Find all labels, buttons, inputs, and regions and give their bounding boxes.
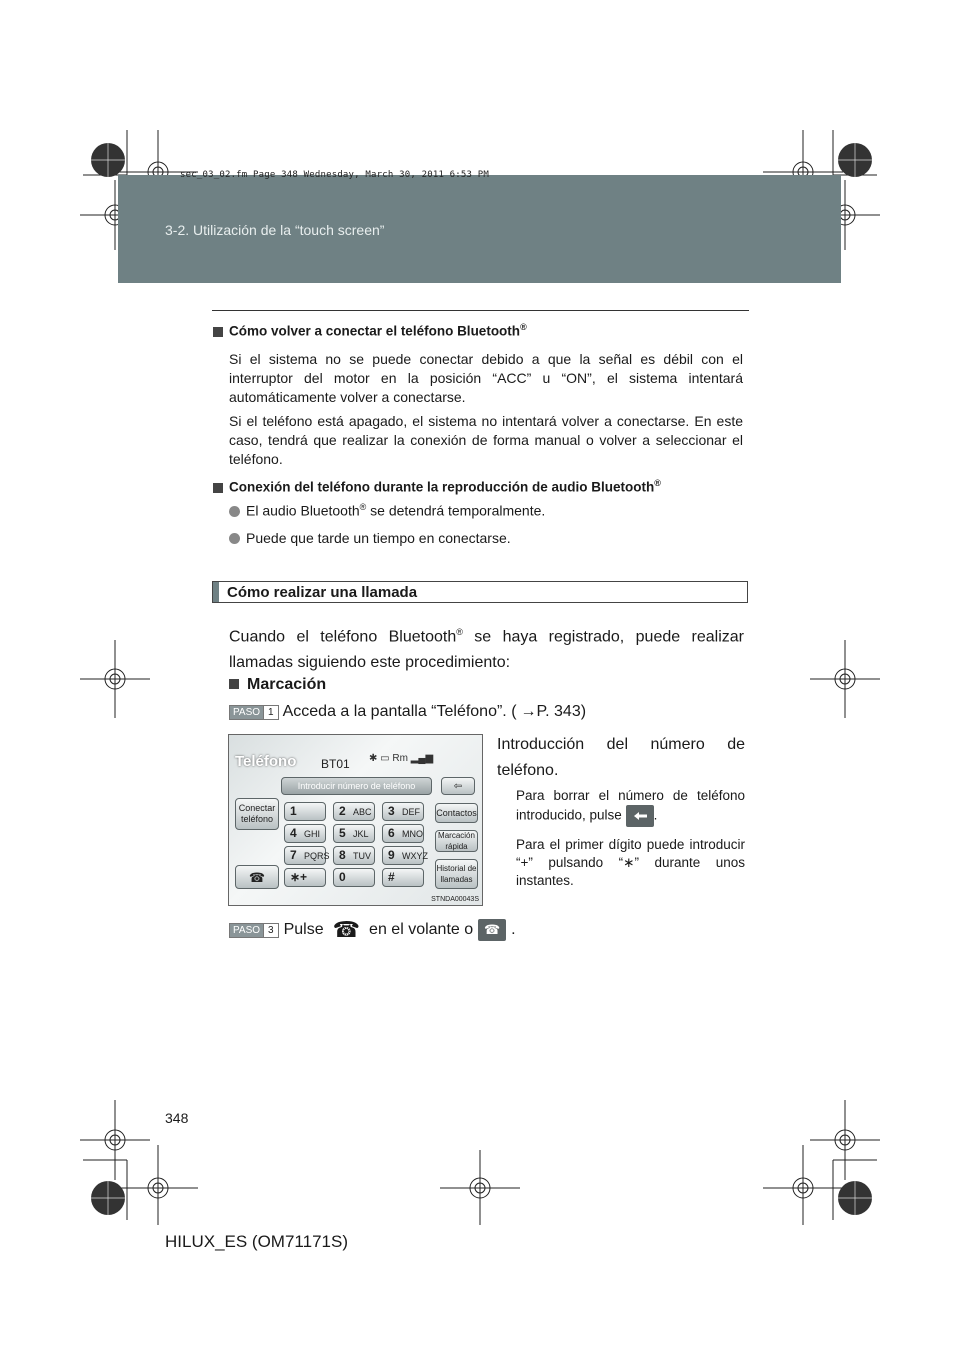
section-label: 3-2. Utilización de la “touch screen”: [165, 222, 385, 238]
keypad-key[interactable]: #: [382, 868, 424, 887]
contacts-button[interactable]: Contactos: [435, 803, 478, 823]
keypad-key[interactable]: 4 GHI: [284, 824, 326, 843]
keypad-key[interactable]: 7 PQRS: [284, 846, 326, 865]
phone-button-icon: ☎: [478, 919, 506, 941]
model-code: HILUX_ES (OM71171S): [165, 1232, 348, 1251]
arrow-icon: →: [520, 703, 537, 720]
printer-slug: sec_03_02.fm Page 348 Wednesday, March 30, 2011 6:53 PM: [180, 170, 490, 180]
step-1: PASO 1 Acceda a la pantalla “Teléfono”. ( → P. 343): [229, 703, 586, 721]
screen-title: Teléfono: [235, 753, 297, 770]
keypad-key[interactable]: 8 TUV: [333, 846, 375, 865]
keypad-key[interactable]: 2 ABC: [333, 802, 375, 821]
number-input[interactable]: Introducir número de teléfono: [281, 777, 432, 795]
note-backspace: Para borrar el número de teléfono introducido, pulse .: [516, 787, 745, 827]
connect-phone-button[interactable]: Conectar teléfono: [235, 798, 279, 830]
divider: [212, 310, 749, 311]
list-item: Puede que tarde un tiempo en conectarse.: [229, 530, 511, 546]
bluetooth-status-icons: ✱ ▭ Rm ▂▄▆: [369, 753, 434, 764]
section-heading: Cómo realizar una llamada: [212, 581, 748, 603]
phone-handset-icon: ☎: [332, 917, 361, 942]
step-3: PASO 3 Pulse ☎ en el volante o ☎ .: [229, 917, 516, 943]
page-number: 348: [165, 1110, 189, 1126]
square-bullet-icon: [229, 679, 239, 689]
bullet-icon: [229, 533, 240, 544]
subheading-audio: Conexión del teléfono durante la reproducción de audio Bluetooth®: [213, 478, 661, 495]
keypad-key[interactable]: 1: [284, 802, 326, 821]
keypad-key[interactable]: 5 JKL: [333, 824, 375, 843]
step-2-text: Introducción del número de teléfono.: [497, 736, 745, 779]
subheading-reconnect: Cómo volver a conectar el teléfono Bluetooth®: [213, 322, 527, 339]
square-bullet-icon: [213, 327, 223, 337]
intro-paragraph: Cuando el teléfono Bluetooth® se haya registrado, puede realizar llamadas siguiendo este procedimiento:: [229, 627, 744, 672]
call-button[interactable]: ☎: [235, 865, 279, 889]
keypad-key[interactable]: ∗+: [284, 868, 326, 887]
speed-dial-button[interactable]: Marcación rápida: [435, 830, 478, 852]
list-item: El audio Bluetooth® se detendrá temporalmente.: [229, 502, 545, 519]
paragraph: Si el teléfono está apagado, el sistema no intentará volver a conectarse. En este caso, tendrá que realizar la conexión de forma manual o volver a seleccionar el teléfono.: [229, 413, 743, 467]
subheading-marcacion: Marcación: [229, 676, 326, 694]
keypad-key[interactable]: 9 WXYZ: [382, 846, 424, 865]
keypad-key[interactable]: 0: [333, 868, 375, 887]
step-badge: PASO 1: [229, 705, 279, 720]
keypad-key[interactable]: 6 MNO: [382, 824, 424, 843]
figure-code: STNDA00043S: [431, 896, 479, 903]
paragraph: Si el sistema no se puede conectar debido a que la señal es débil con el interruptor del motor en la posición “ACC” u “ON”, el sistema intentará automáticamente volver a conectarse.: [229, 351, 743, 405]
phone-screen-figure: [228, 734, 483, 906]
step-badge: PASO 3: [229, 923, 279, 938]
keypad-key[interactable]: 3 DEF: [382, 802, 424, 821]
bullet-icon: [229, 506, 240, 517]
device-name: BT01: [321, 757, 350, 771]
backspace-icon: [626, 805, 654, 827]
backspace-button[interactable]: ⇦: [441, 777, 475, 795]
square-bullet-icon: [213, 483, 223, 493]
note-plus: Para el primer dígito puede introducir “+” pulsando “∗” durante unos instantes.: [516, 837, 745, 888]
call-history-button[interactable]: Historial de llamadas: [435, 859, 478, 889]
